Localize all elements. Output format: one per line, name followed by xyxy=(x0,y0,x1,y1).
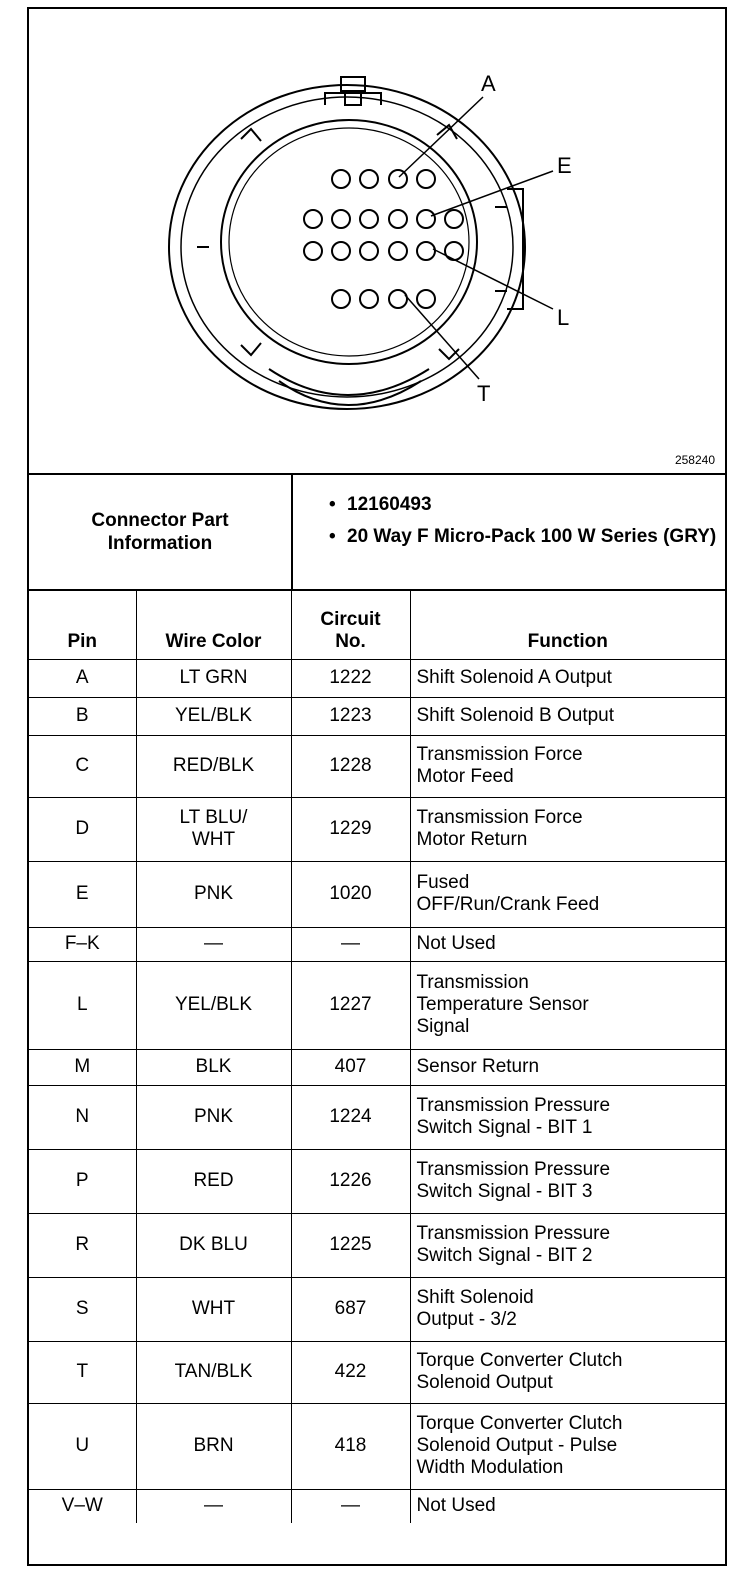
wire-color-cell: BRN xyxy=(136,1403,291,1489)
connector-pin-face xyxy=(221,120,477,364)
pin-hole xyxy=(304,242,322,260)
table-row xyxy=(29,861,725,927)
table-row xyxy=(29,797,725,861)
pin-cell: S xyxy=(29,1277,136,1341)
connector-info-list xyxy=(329,493,717,549)
pin-cell: A xyxy=(29,659,136,697)
table-row xyxy=(29,659,725,697)
pin-hole xyxy=(360,242,378,260)
pin-hole xyxy=(360,170,378,188)
function-cell: Shift Solenoid B Output xyxy=(410,697,725,735)
pin-hole xyxy=(389,242,407,260)
function-cell: Not Used xyxy=(410,927,725,961)
circuit-cell: 1225 xyxy=(291,1213,410,1277)
table-row xyxy=(29,1149,725,1213)
pin-hole xyxy=(445,210,463,228)
function-cell: Transmission Pressure Switch Signal - BIT 3 xyxy=(410,1149,725,1213)
circuit-cell: — xyxy=(291,927,410,961)
table-row xyxy=(29,961,725,1049)
circuit-cell: 1228 xyxy=(291,735,410,797)
pin-cell: N xyxy=(29,1085,136,1149)
callout-l: L xyxy=(557,305,570,330)
pin-cell: P xyxy=(29,1149,136,1213)
pin-hole xyxy=(417,210,435,228)
pin-cell: B xyxy=(29,697,136,735)
wire-color-cell: YEL/BLK xyxy=(136,961,291,1049)
function-cell: Transmission Temperature Sensor Signal xyxy=(410,961,725,1049)
wire-color-cell: RED xyxy=(136,1149,291,1213)
pin-cell: U xyxy=(29,1403,136,1489)
circuit-cell: — xyxy=(291,1489,410,1523)
function-cell: Not Used xyxy=(410,1489,725,1523)
wire-color-cell: PNK xyxy=(136,1085,291,1149)
table-row xyxy=(29,1213,725,1277)
callout-t: T xyxy=(477,381,491,406)
table-row xyxy=(29,1085,725,1149)
circuit-cell: 407 xyxy=(291,1049,410,1085)
function-cell: Transmission Force Motor Return xyxy=(410,797,725,861)
circuit-cell: 422 xyxy=(291,1341,410,1403)
connector-face-figure xyxy=(29,9,725,475)
pin-cell: E xyxy=(29,861,136,927)
pin-hole xyxy=(360,210,378,228)
function-cell: Shift Solenoid Output - 3/2 xyxy=(410,1277,725,1341)
wire-color-cell: RED/BLK xyxy=(136,735,291,797)
connector-description: • 20 Way F Micro-Pack 100 W Series (GRY) xyxy=(329,525,717,549)
pin-cell: F–K xyxy=(29,927,136,961)
connector-part-info xyxy=(29,475,725,591)
circuit-cell: 1223 xyxy=(291,697,410,735)
circuit-cell: 1020 xyxy=(291,861,410,927)
header-function: Function xyxy=(410,589,725,659)
pin-hole xyxy=(445,242,463,260)
connector-sheet xyxy=(27,7,727,1566)
function-cell: Fused OFF/Run/Crank Feed xyxy=(410,861,725,927)
circuit-cell: 1226 xyxy=(291,1149,410,1213)
circuit-cell: 1222 xyxy=(291,659,410,697)
wire-color-cell: — xyxy=(136,1489,291,1523)
pin-hole xyxy=(332,210,350,228)
circuit-cell: 418 xyxy=(291,1403,410,1489)
function-cell: Shift Solenoid A Output xyxy=(410,659,725,697)
pinout-table xyxy=(29,589,725,1523)
table-row xyxy=(29,697,725,735)
wire-color-cell: DK BLU xyxy=(136,1213,291,1277)
pin-cell: R xyxy=(29,1213,136,1277)
pin-cell: C xyxy=(29,735,136,797)
header-pin: Pin xyxy=(29,589,136,659)
pin-hole xyxy=(417,170,435,188)
connector-pin-holes xyxy=(304,170,463,308)
pin-cell: D xyxy=(29,797,136,861)
wire-color-cell: LT GRN xyxy=(136,659,291,697)
figure-id: 258240 xyxy=(674,453,715,467)
pin-hole xyxy=(304,210,322,228)
pin-hole xyxy=(417,290,435,308)
pin-hole xyxy=(360,290,378,308)
header-wire-color: Wire Color xyxy=(136,589,291,659)
wire-color-cell: PNK xyxy=(136,861,291,927)
function-cell: Torque Converter Clutch Solenoid Output xyxy=(410,1341,725,1403)
pin-hole xyxy=(389,290,407,308)
pin-hole xyxy=(417,242,435,260)
function-cell: Transmission Pressure Switch Signal - BIT 1 xyxy=(410,1085,725,1149)
header-circuit-no: Circuit No. xyxy=(291,589,410,659)
pin-cell: M xyxy=(29,1049,136,1085)
connector-face-diagram xyxy=(29,9,725,473)
wire-color-cell: YEL/BLK xyxy=(136,697,291,735)
connector-info-label: Connector Part Information xyxy=(29,475,293,589)
circuit-cell: 1224 xyxy=(291,1085,410,1149)
part-number: • 12160493 xyxy=(329,493,717,517)
connector-housing-outline xyxy=(169,85,525,409)
function-cell: Sensor Return xyxy=(410,1049,725,1085)
pin-hole xyxy=(332,170,350,188)
wire-color-cell: LT BLU/ WHT xyxy=(136,797,291,861)
circuit-cell: 687 xyxy=(291,1277,410,1341)
table-row xyxy=(29,1341,725,1403)
callout-a: A xyxy=(481,71,496,96)
pin-hole xyxy=(389,210,407,228)
table-row xyxy=(29,1277,725,1341)
function-cell: Torque Converter Clutch Solenoid Output - Pulse Width Modulation xyxy=(410,1403,725,1489)
pin-hole xyxy=(332,242,350,260)
callout-e: E xyxy=(557,153,572,178)
circuit-cell: 1229 xyxy=(291,797,410,861)
function-cell: Transmission Pressure Switch Signal - BIT 2 xyxy=(410,1213,725,1277)
table-row xyxy=(29,1403,725,1489)
table-row xyxy=(29,927,725,961)
table-row xyxy=(29,1049,725,1085)
pin-cell: L xyxy=(29,961,136,1049)
wire-color-cell: WHT xyxy=(136,1277,291,1341)
table-row xyxy=(29,735,725,797)
circuit-cell: 1227 xyxy=(291,961,410,1049)
pin-cell: V–W xyxy=(29,1489,136,1523)
pin-cell: T xyxy=(29,1341,136,1403)
wire-color-cell: — xyxy=(136,927,291,961)
table-row xyxy=(29,1489,725,1523)
pin-hole xyxy=(332,290,350,308)
wire-color-cell: BLK xyxy=(136,1049,291,1085)
wire-color-cell: TAN/BLK xyxy=(136,1341,291,1403)
function-cell: Transmission Force Motor Feed xyxy=(410,735,725,797)
